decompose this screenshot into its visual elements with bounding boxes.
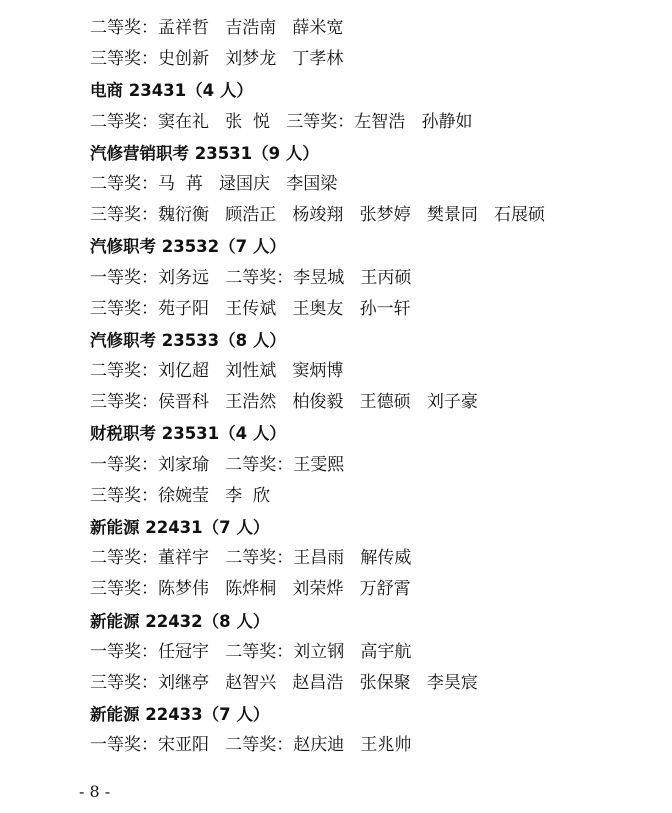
class-heading: 汽修营销职考 23531（9 人）: [90, 143, 319, 163]
award-line: 二等奖：马 苒 逯国庆 李国梁: [90, 173, 338, 194]
award-line: 三等奖：陈梦伟 陈烨桐 刘荣烨 万舒霄: [90, 579, 411, 600]
award-line: 二等奖：窦在礼 张 悦 三等奖：左智浩 孙静如: [90, 111, 473, 132]
award-line: 一等奖：刘务远 二等奖：李昱城 王丙硕: [90, 267, 412, 288]
award-line: 三等奖：徐婉莹 李 欣: [90, 485, 271, 506]
award-line: 二等奖：孟祥哲 吉浩南 薛米宽: [90, 18, 344, 38]
class-heading: 新能源 22433（7 人）: [90, 705, 270, 725]
class-heading: 汽修职考 23532（7 人）: [90, 237, 286, 257]
page-number: - 8 -: [79, 782, 111, 801]
award-line: 一等奖：任冠宇 二等奖：刘立钢 高宇航: [90, 641, 412, 662]
document-page: [90, 13, 660, 762]
award-line: 一等奖：宋亚阳 二等奖：赵庆迪 王兆帅: [90, 735, 412, 756]
award-line: 二等奖：刘亿超 刘性斌 窦炳博: [90, 361, 344, 382]
class-heading: 汽修职考 23533（8 人）: [90, 330, 286, 350]
award-line: 一等奖：刘家瑜 二等奖：王雯熙: [90, 454, 345, 475]
class-heading: 新能源 22431（7 人）: [90, 518, 270, 537]
award-line: 二等奖：董祥宇 二等奖：王昌雨 解传威: [90, 548, 412, 569]
award-line: 三等奖：侯晋科 王浩然 柏俊毅 王德硕 刘子豪: [90, 392, 478, 413]
class-heading: 电商 23431（4 人）: [90, 81, 253, 101]
class-heading: 新能源 22432（8 人）: [90, 611, 270, 631]
award-line: 三等奖：魏衍衡 顾浩正 杨竣翔 张梦婷 樊景同 石展硕: [90, 205, 546, 226]
award-line: 三等奖：史创新 刘梦龙 丁孝林: [90, 49, 344, 70]
award-line: 三等奖：刘继亭 赵智兴 赵昌浩 张保聚 李昊宸: [90, 672, 478, 693]
class-heading: 财税职考 23531（4 人）: [90, 424, 286, 444]
award-line: 三等奖：苑子阳 王传斌 王奥友 孙一轩: [90, 298, 411, 319]
